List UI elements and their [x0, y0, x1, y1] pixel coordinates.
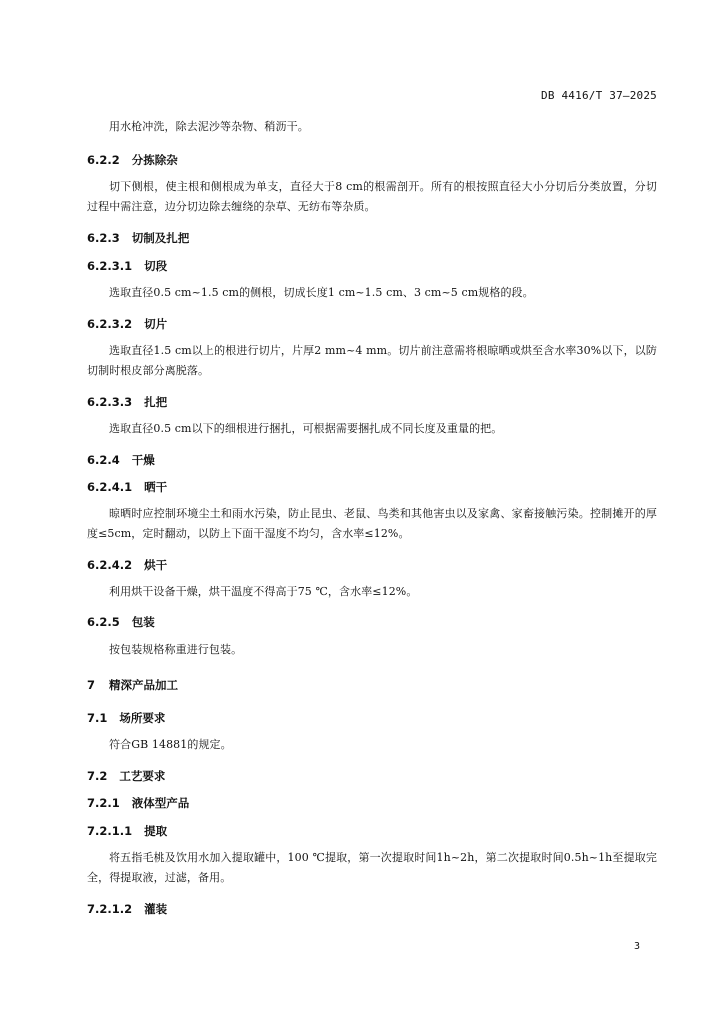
paragraph: 选取直径0.5 cm~1.5 cm的侧根，切成长度1 cm~1.5 cm、3 cm~5 cm规格的段。 [109, 286, 534, 299]
section-number: 6.2.5 [87, 615, 120, 629]
paragraph: 晾晒时应控制环境尘土和雨水污染，防止昆虫、老鼠、鸟类和其他害虫以及家禽、家畜接触污染。控制摊开的厚度≤5cm，定时翻动，以防上下面干湿度不均匀，含水率≤12%。 [87, 507, 657, 540]
section-heading-7-2-1-1 [87, 823, 657, 839]
section-title: 包装 [131, 615, 155, 629]
section-title: 干燥 [131, 453, 155, 467]
section-heading-6-2-5 [87, 614, 657, 630]
section-number: 6.2.3.1 [87, 259, 133, 273]
section-title: 晒干 [144, 480, 168, 494]
section-title: 分拣除杂 [131, 153, 178, 167]
section-heading-7-2-1-2 [87, 901, 657, 917]
section-heading-7-2-1 [87, 795, 657, 811]
standard-number: DB 4416/T 37—2025 [541, 89, 657, 102]
section-heading-6-2-2 [87, 152, 657, 168]
section-title: 液体型产品 [131, 796, 190, 810]
section-title: 切片 [144, 317, 168, 331]
section-number: 7.1 [87, 711, 108, 725]
section-heading-6-2-4-2 [87, 557, 657, 573]
section-title: 提取 [144, 824, 168, 838]
section-title: 切段 [144, 259, 168, 273]
section-heading-6-2-3-2 [87, 316, 657, 332]
paragraph: 按包装规格称重进行包装。 [109, 643, 243, 656]
section-title: 精深产品加工 [109, 678, 179, 692]
paragraph: 切下侧根，使主根和侧根成为单支，直径大于8 cm的根需剖开。所有的根按照直径大小分切后分类放置，分切过程中需注意，边分切边除去缠绕的杂草、无纺布等杂质。 [87, 180, 657, 213]
section-title: 烘干 [144, 558, 168, 572]
section-number: 6.2.4.1 [87, 480, 133, 494]
section-title: 扎把 [144, 395, 168, 409]
section-heading-6-2-4 [87, 452, 657, 468]
section-number: 7.2 [87, 769, 108, 783]
section-title: 工艺要求 [119, 769, 166, 783]
paragraph: 将五指毛桃及饮用水加入提取罐中，100 ℃提取，第一次提取时间1h~2h，第二次提取时间0.5h~1h至提取完全，得提取液，过滤，备用。 [87, 851, 657, 884]
section-heading-6-2-3-1 [87, 258, 657, 274]
paragraph: 符合GB 14881的规定。 [109, 738, 232, 751]
paragraph: 选取直径1.5 cm以上的根进行切片，片厚2 mm~4 mm。切片前注意需将根晾晒或烘至含水率30%以下，以防切制时根皮部分离脱落。 [87, 344, 657, 377]
section-title: 场所要求 [119, 711, 166, 725]
section-heading-7-1 [87, 710, 657, 726]
section-title: 切制及扎把 [131, 231, 190, 245]
section-heading-6-2-3-3 [87, 394, 657, 410]
section-number: 7 [87, 678, 96, 692]
document-body [87, 117, 657, 916]
section-number: 6.2.4.2 [87, 558, 133, 572]
section-number: 7.2.1 [87, 796, 120, 810]
section-title: 灌装 [144, 902, 168, 916]
section-number: 6.2.3 [87, 231, 120, 245]
section-heading-7-2 [87, 768, 657, 784]
paragraph: 利用烘干设备干燥，烘干温度不得高于75 ℃，含水率≤12%。 [109, 585, 418, 598]
section-number: 7.2.1.2 [87, 902, 133, 916]
page-number: 3 [633, 941, 640, 952]
section-heading-7 [87, 677, 657, 693]
section-heading-6-2-4-1 [87, 479, 657, 495]
section-number: 6.2.4 [87, 453, 120, 467]
section-number: 6.2.3.2 [87, 317, 133, 331]
paragraph: 选取直径0.5 cm以下的细根进行捆扎，可根据需要捆扎成不同长度及重量的把。 [109, 422, 503, 435]
section-number: 7.2.1.1 [87, 824, 133, 838]
section-number: 6.2.3.3 [87, 395, 133, 409]
section-number: 6.2.2 [87, 153, 120, 167]
paragraph: 用水枪冲洗，除去泥沙等杂物、稍沥干。 [109, 120, 309, 133]
section-heading-6-2-3 [87, 230, 657, 246]
